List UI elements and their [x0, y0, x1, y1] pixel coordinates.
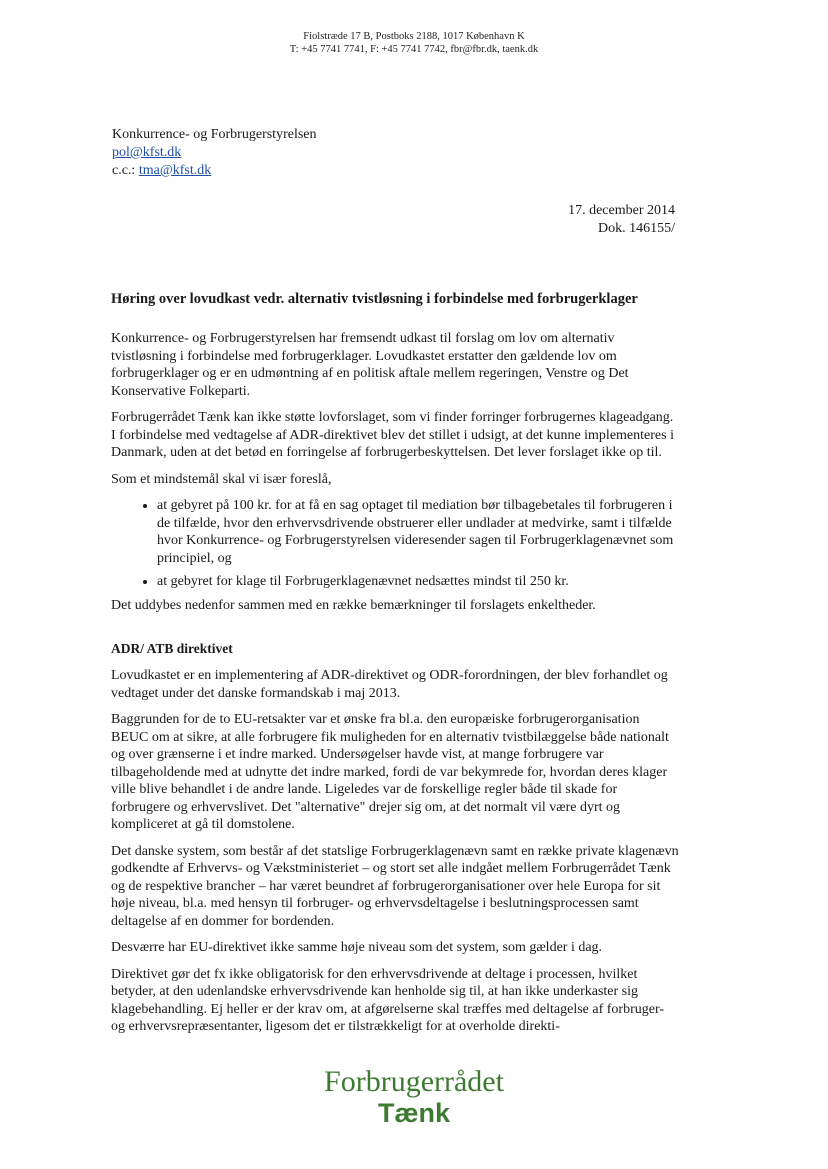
- letter-title: Høring over lovudkast vedr. alternativ tvistløsning i forbindelse med forbrugerklager: [111, 291, 638, 307]
- proposal-item-1: • at gebyret på 100 kr. for at få en sag optaget til mediation bør tilbagebetales til forbrugeren i de tilfælde, hvor den erhvervsdrivende obstruerer eller undlader at medvirke, samt i tilfælde hvor Konkurrence- og Forbrugerstyrelsen videresender sagen til Forbrugerklagenævnet som principiel, og: [157, 497, 679, 567]
- section-paragraph-2: Baggrunden for de to EU-retsakter var et ønske fra bl.a. den europæiske forbrugerorganisation BEUC om at sikre, at alle forbrugere fik muligheden for en alternativ tvistbilæggelse både nationalt og over grænserne i et indre marked. Undersøgelser havde vist, at mange forbrugere var tilbageholdende med at udnytte det indre marked, fordi de var bekymrede for, hvordan deres klager ville blive behandlet i de andre lande. Ligeledes var de forskellige regler både til skade for forbrugere og erhvervslivet. Det "alternative" drejer sig om, at det normalt vil være dyrt og kompliceret at gå til domstolene.: [111, 712, 669, 832]
- after-list-paragraph: Det uddybes nedenfor sammen med en række bemærkninger til forslagets enkeltheder.: [111, 597, 596, 613]
- section-paragraph-1: Lovudkastet er en implementering af ADR-direktivet og ODR-forordningen, der blev forhandlet og vedtaget under det danske formandskab i maj 2013.: [111, 668, 668, 701]
- recipient-block: [112, 126, 317, 180]
- sender-address-line-2: T: +45 7741 7741, F: +45 7741 7742, fbr@fbr.dk, taenk.dk: [289, 44, 539, 55]
- document-number: Dok. 146155/: [598, 221, 675, 236]
- proposal-list: [111, 497, 679, 591]
- recipient-name: Konkurrence- og Forbrugerstyrelsen: [112, 127, 317, 142]
- section-paragraph-5: Direktivet gør det fx ikke obligatorisk for den erhvervsdrivende at deltage i processen, hvilket betyder, at den udenlandske erhvervsdrivende kan henholde sig til, at han ikke underkaster sig klagebehandling. Ej heller er der krav om, at afgørelserne skal træffes med deltagelse af forbruger- og erhvervsrepræsentanter, ligesom det er tilstrækkeligt for at overholde direkti-: [111, 966, 665, 1034]
- cc-email-link[interactable]: tma@kfst.dk: [138, 163, 212, 178]
- intro-paragraph-1: Konkurrence- og Forbrugerstyrelsen har fremsendt udkast til forslag om lov om alternativ tvistløsning i forbindelse med forbrugerklager. Lovudkastet erstatter den gældende lov om forbrugerklager og er en udmøntning af en politisk aftale mellem regeringen, Venstre og Det Konservative Folkeparti.: [111, 331, 629, 399]
- date-block: [568, 202, 675, 238]
- section-heading: ADR/ ATB direktivet: [111, 641, 233, 656]
- section-paragraph-4: Desværre har EU-direktivet ikke samme høje niveau som det system, som gælder i dag.: [111, 940, 603, 955]
- letter-date: 17. december 2014: [568, 203, 675, 218]
- cc-label: c.c.:: [112, 163, 136, 178]
- letter-body: [111, 290, 679, 1045]
- sender-address-line-1: Fiolstræde 17 B, Postboks 2188, 1017 København K: [303, 31, 525, 42]
- intro-paragraph-3: Som et mindstemål skal vi især foreslå,: [111, 471, 332, 487]
- section-paragraph-3: Det danske system, som består af det statslige Forbrugerklagenævn samt en række private klagenævn godkendte af Erhvervs- og Vækstministeriet – og stort set alle indgået mellem Forbrugerrådet Tænk og de respektive brancher – har været beundret af forbrugerorganisationer over hele Europa for sit høje niveau, bl.a. med hensyn til forbruger- og erhvervsdeltagelse i beslutningsprocessen samt deltagelse af en dommer for bordenden.: [111, 843, 679, 929]
- logo-line-1: Forbrugerrådet: [324, 1065, 504, 1098]
- logo-line-2: Tænk: [377, 1098, 450, 1128]
- proposal-item-2: • at gebyret for klage til Forbrugerklagenævnet nedsættes mindst til 250 kr.: [157, 573, 679, 591]
- forbrugerraadet-taenk-logo: [0, 1066, 828, 1128]
- sender-address: [0, 30, 828, 56]
- intro-paragraph-2: Forbrugerrådet Tænk kan ikke støtte lovforslaget, som vi finder forringer forbrugernes klageadgang. I forbindelse med vedtagelse af ADR-direktivet blev det stillet i udsigt, at det kunne implementeres i Danmark, uden at det betød en forringelse af forbrugerbeskyttelsen. Det lever forslaget ikke op til.: [111, 410, 674, 460]
- recipient-email-link[interactable]: pol@kfst.dk: [112, 145, 182, 160]
